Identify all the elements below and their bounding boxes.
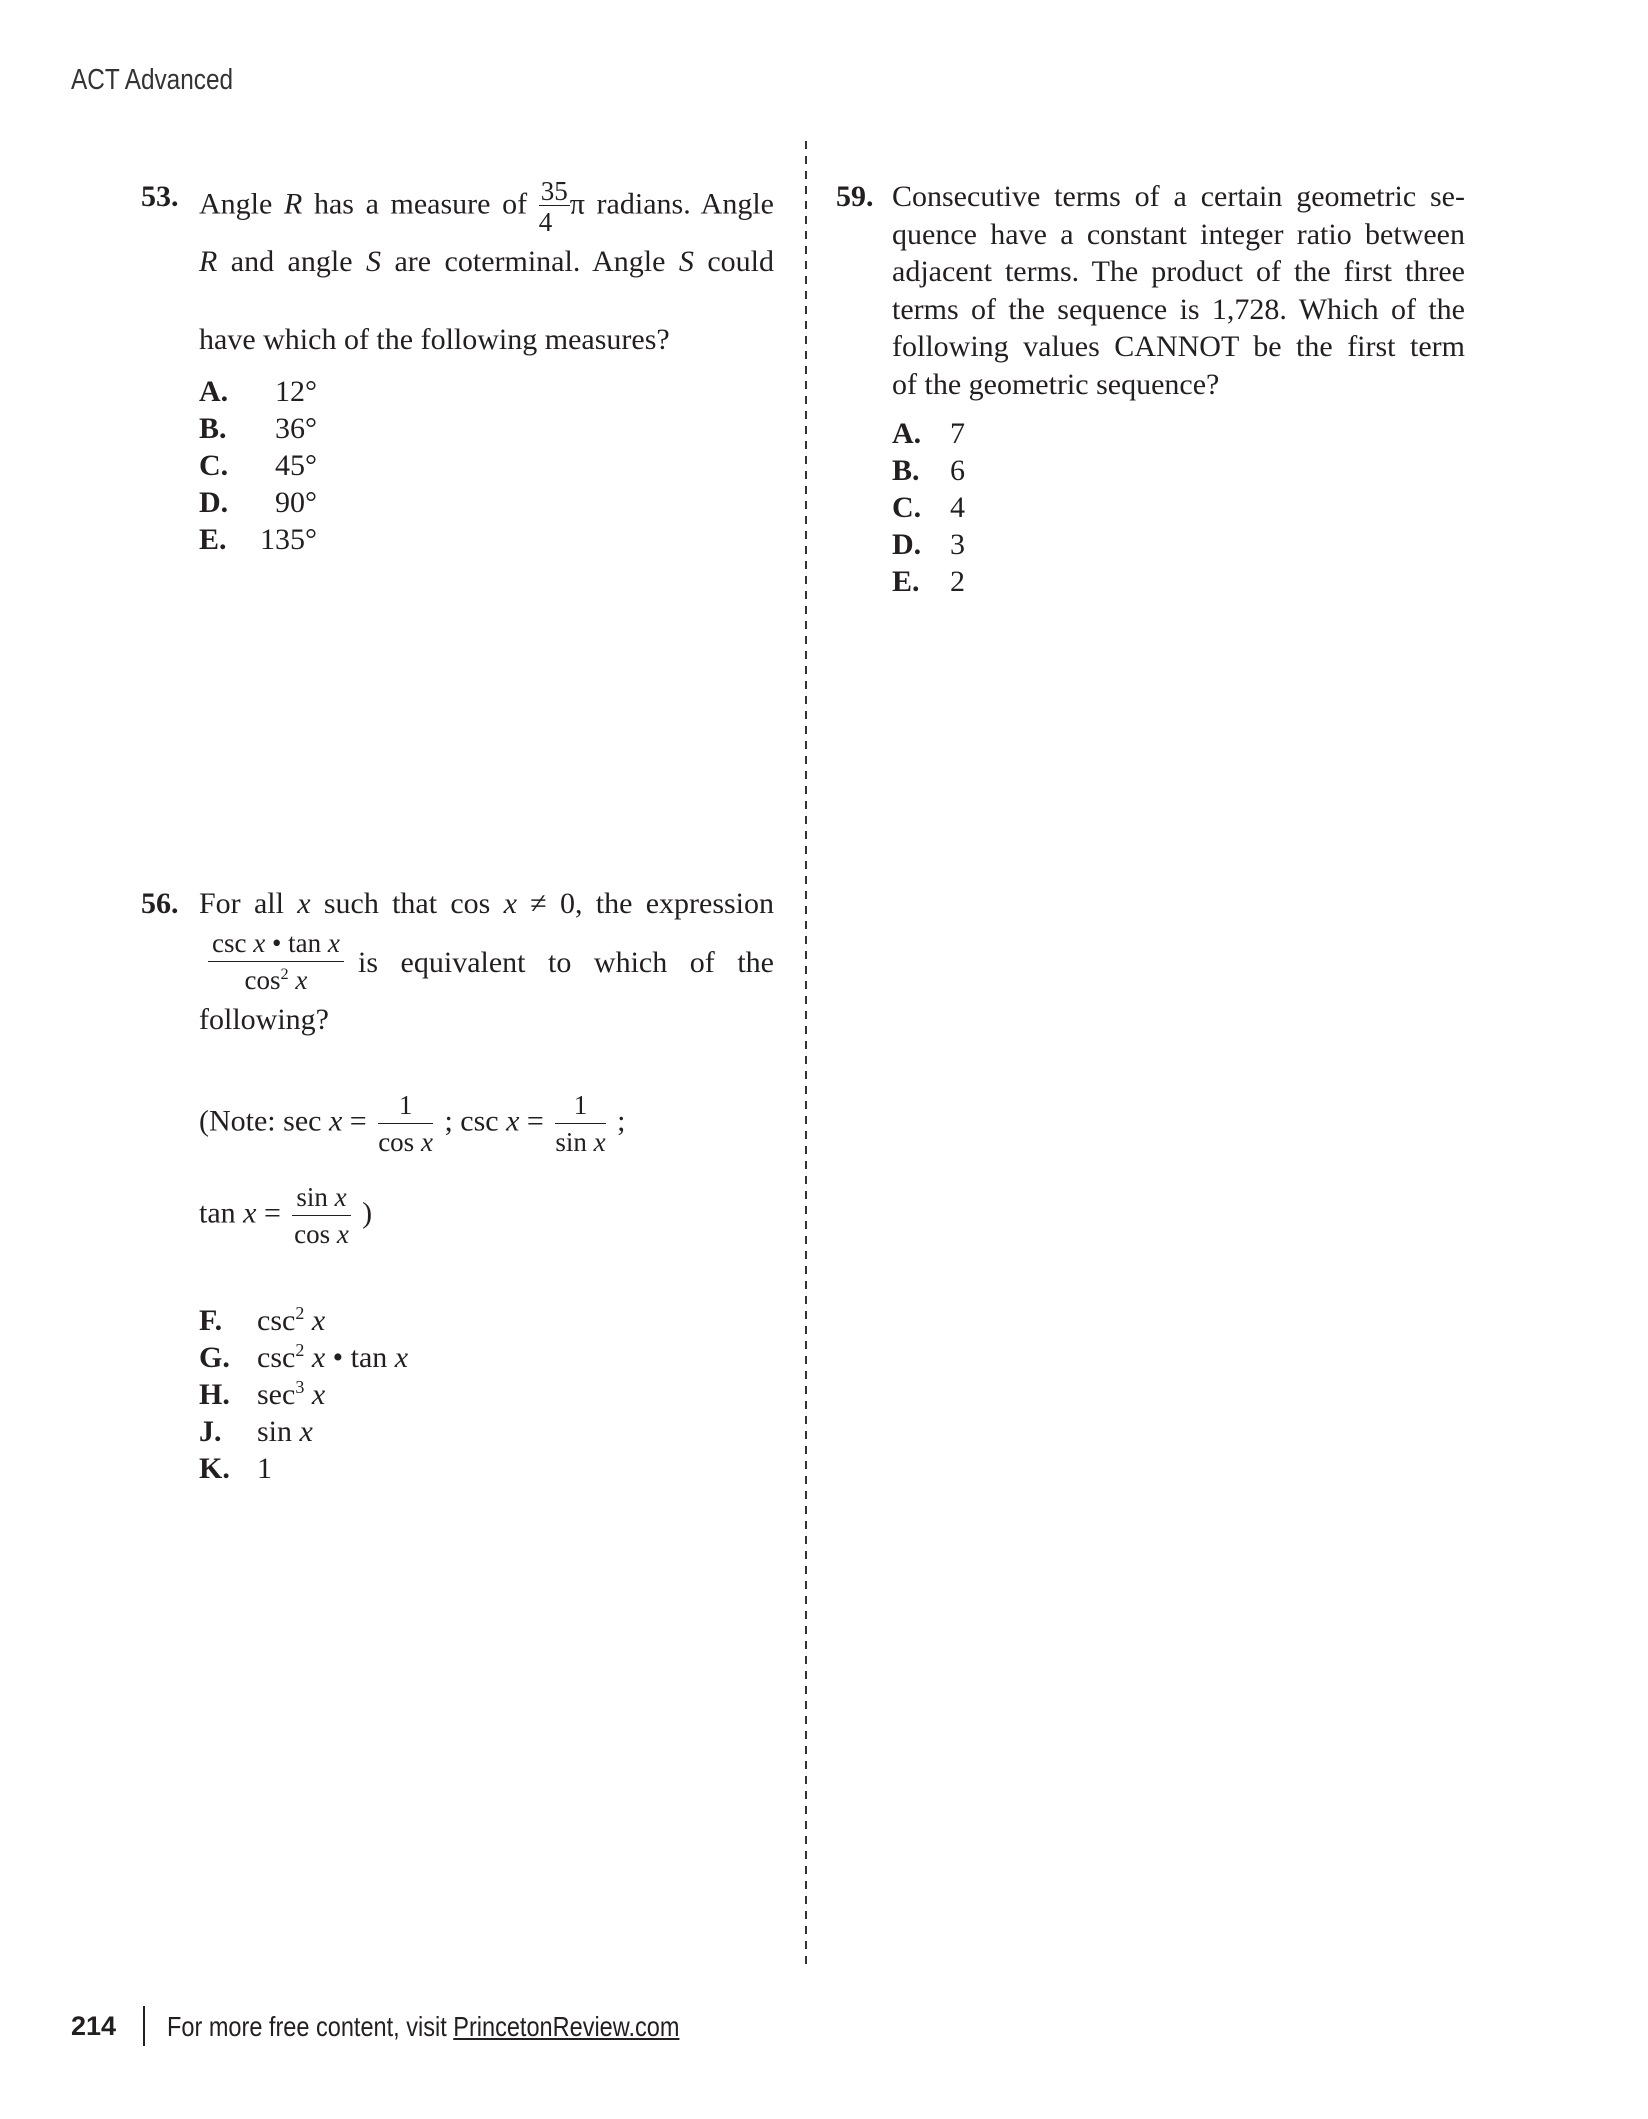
- option-letter: H.: [199, 1378, 230, 1411]
- option-letter: D.: [199, 486, 229, 519]
- option-value: 4: [950, 491, 965, 524]
- option-value: 2: [950, 565, 965, 598]
- option-value: 36°: [275, 412, 317, 445]
- denominator: 4: [538, 207, 553, 237]
- running-header: ACT Advanced: [71, 64, 234, 96]
- text: • tan: [325, 1341, 395, 1374]
- var: x: [304, 1341, 326, 1374]
- question-text-line: quence have a constant integer ratio between: [892, 217, 1465, 251]
- question-text-line: following?: [199, 1003, 329, 1036]
- text: π radians. Angle: [569, 187, 774, 221]
- answer-option[interactable]: [892, 526, 965, 563]
- question-number: 56.: [141, 887, 179, 920]
- text: and angle: [217, 245, 366, 278]
- option-letter: B.: [892, 454, 920, 487]
- note-line: (Note: sec x = $\frac{1}{\text{cos x}}$ ; csc x = $\frac{1}{\text{sin x}}$ ;: [199, 1090, 626, 1157]
- note-tan-line: tan x = $\frac{\text{sin x}}{\text{cos x}}$ ): [199, 1182, 373, 1249]
- option-value: [257, 1339, 408, 1376]
- answer-option[interactable]: [199, 1339, 409, 1376]
- text: such that cos: [310, 887, 504, 920]
- answer-option[interactable]: [199, 521, 317, 558]
- fraction: $\frac{1}{\text{sin x}}$: [555, 1090, 606, 1157]
- answer-option[interactable]: [199, 1413, 313, 1450]
- question-text-line: [199, 176, 774, 237]
- answer-option[interactable]: [199, 447, 317, 484]
- page-number: 214: [71, 2011, 117, 2041]
- text: sin: [257, 1415, 293, 1448]
- option-letter: G.: [199, 1341, 230, 1374]
- fraction: $\frac{\text{sin x}}{\text{cos x}}$: [294, 1182, 349, 1249]
- answer-option[interactable]: [199, 484, 317, 521]
- question-number: 59.: [836, 180, 874, 213]
- option-value: 3: [950, 528, 965, 561]
- question-text-line: terms of the sequence is 1,728. Which of the: [892, 292, 1465, 326]
- var: x: [394, 1341, 409, 1374]
- question-text-line: [199, 885, 774, 922]
- var: x: [297, 887, 311, 920]
- var: S: [678, 245, 694, 278]
- footer-divider: [143, 2006, 145, 2046]
- footer-text: [167, 2011, 679, 2043]
- option-value: [257, 1413, 313, 1450]
- question-text-line: Consecutive terms of a certain geometric se-: [892, 180, 1465, 213]
- column-divider: [805, 141, 807, 1965]
- option-letter: F.: [199, 1304, 223, 1337]
- option-value: 90°: [275, 486, 317, 519]
- option-letter: C.: [892, 491, 922, 524]
- option-value: 12°: [275, 375, 317, 408]
- text: are coterminal. Angle: [381, 245, 679, 278]
- text: For all: [199, 887, 298, 920]
- var: x: [304, 1304, 326, 1337]
- text: sec: [257, 1378, 296, 1411]
- fraction: [208, 928, 344, 995]
- option-value: 45°: [275, 449, 317, 482]
- numerator: 35: [540, 176, 568, 206]
- superscript: 2: [295, 1340, 305, 1360]
- option-letter: D.: [892, 528, 922, 561]
- superscript: 3: [295, 1377, 305, 1397]
- answer-option[interactable]: [892, 452, 965, 489]
- princeton-review-link[interactable]: PrincetonReview.com: [453, 2011, 680, 2042]
- option-letter: C.: [199, 449, 229, 482]
- question-number: 53.: [141, 180, 179, 213]
- answer-option[interactable]: [199, 1376, 326, 1413]
- var: R: [283, 187, 303, 221]
- answer-option[interactable]: [892, 415, 965, 452]
- option-letter: K.: [199, 1452, 230, 1485]
- question-text-line: adjacent terms. The product of the first three: [892, 255, 1465, 288]
- numerator: csc x • tan x: [208, 928, 344, 962]
- expression-fraction: [208, 928, 344, 995]
- superscript: 2: [295, 1303, 305, 1323]
- var: x: [292, 1415, 313, 1448]
- answer-option[interactable]: [199, 1302, 326, 1339]
- option-letter: J.: [199, 1415, 222, 1448]
- text: has a measure of: [302, 187, 539, 221]
- var: R: [199, 245, 218, 278]
- fraction: $\frac{1}{\text{cos x}}$: [378, 1090, 433, 1157]
- var: S: [366, 245, 381, 278]
- question-text-line: is equivalent to which of the: [358, 946, 774, 979]
- text: could: [693, 245, 775, 278]
- var: x: [503, 887, 517, 920]
- option-letter: B.: [199, 412, 227, 445]
- answer-option[interactable]: [892, 563, 965, 600]
- answer-option[interactable]: [199, 373, 317, 410]
- question-text-line: [199, 243, 774, 280]
- answer-option[interactable]: [199, 410, 317, 447]
- option-value: 6: [950, 454, 965, 487]
- option-value: [257, 1376, 325, 1413]
- option-letter: A.: [892, 417, 922, 450]
- footer-label: For more free content, visit: [167, 2011, 454, 2042]
- text: csc: [257, 1304, 296, 1337]
- option-value: [257, 1450, 272, 1487]
- text: 1: [257, 1452, 272, 1485]
- var: x: [304, 1378, 326, 1411]
- option-value: 7: [950, 417, 965, 450]
- answer-option[interactable]: [892, 489, 965, 526]
- text: ≠ 0, the expression: [516, 887, 775, 920]
- fraction: [538, 176, 570, 237]
- denominator: $\cos^2 x$: [244, 965, 308, 995]
- option-value: 135°: [260, 523, 317, 556]
- text: csc: [257, 1341, 296, 1374]
- option-value: [257, 1302, 325, 1339]
- question-text-line: following values CANNOT be the first term: [892, 330, 1465, 363]
- question-text-line: have which of the following measures?: [199, 323, 670, 356]
- option-letter: E.: [199, 523, 227, 556]
- text: Angle: [199, 187, 284, 221]
- option-letter: E.: [892, 565, 920, 598]
- answer-option[interactable]: [199, 1450, 272, 1487]
- option-letter: A.: [199, 375, 229, 408]
- question-text-line: of the geometric sequence?: [892, 367, 1220, 401]
